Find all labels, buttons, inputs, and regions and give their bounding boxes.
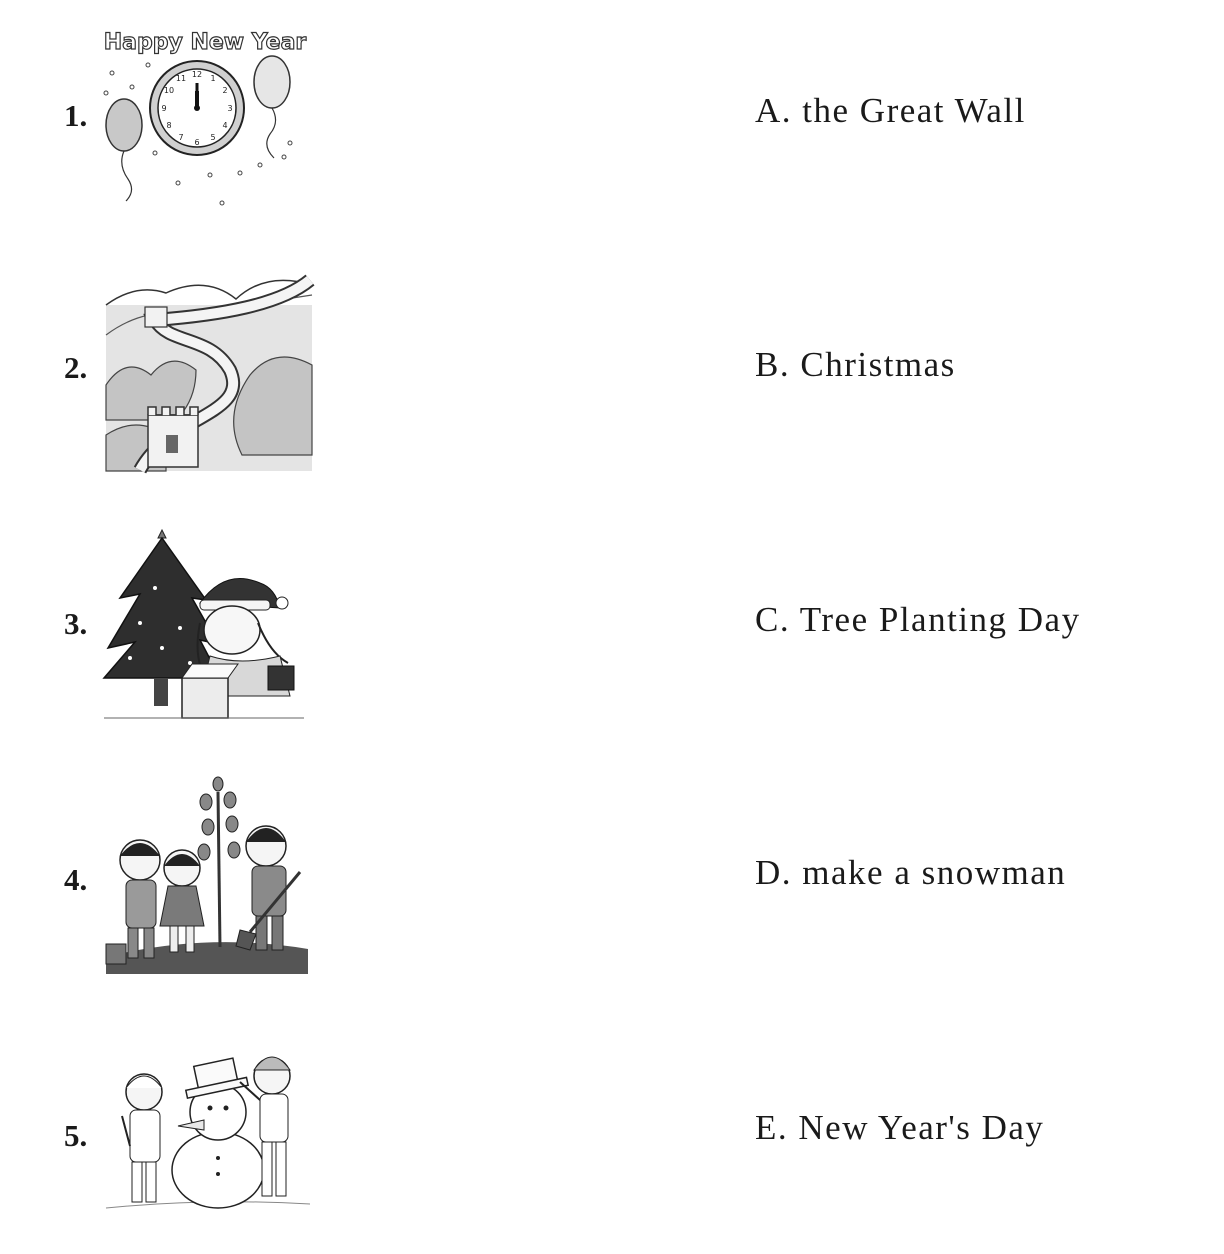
question-number-4: 4. — [64, 862, 88, 897]
option-c-text: Tree Planting Day — [799, 600, 1081, 639]
svg-text:12: 12 — [191, 70, 203, 79]
option-e-letter: E. — [755, 1108, 789, 1147]
svg-text:2: 2 — [222, 86, 228, 95]
svg-text:1: 1 — [210, 74, 216, 83]
option-a — [755, 93, 1026, 128]
snowman-picture — [100, 1040, 315, 1220]
svg-text:7: 7 — [178, 133, 184, 142]
happy-new-year-text: Happy New Year — [103, 30, 307, 55]
option-d — [755, 855, 1066, 890]
snowman-icon — [172, 1058, 264, 1208]
svg-text:3: 3 — [227, 104, 233, 113]
option-e-text: New Year's Day — [798, 1108, 1045, 1147]
option-a-letter: A. — [755, 91, 793, 130]
girl-middle-icon — [160, 850, 204, 952]
boy-left-icon — [122, 1074, 162, 1202]
young-tree-icon — [198, 777, 240, 947]
option-c — [755, 602, 1081, 637]
svg-text:9: 9 — [161, 104, 167, 113]
option-e — [755, 1110, 1044, 1145]
boy-left-icon — [106, 840, 160, 964]
balloon-right-icon — [254, 56, 290, 108]
svg-text:11: 11 — [175, 74, 187, 83]
option-c-letter: C. — [755, 600, 791, 639]
christmas-picture — [100, 528, 315, 728]
clock-icon — [150, 61, 244, 155]
option-d-text: make a snowman — [802, 853, 1067, 892]
option-b — [755, 347, 956, 382]
option-b-text: Christmas — [800, 345, 956, 384]
question-number-3: 3. — [64, 606, 88, 641]
question-number-5: 5. — [64, 1118, 88, 1153]
svg-text:10: 10 — [163, 86, 175, 95]
balloon-left-icon — [106, 99, 142, 151]
option-a-text: the Great Wall — [802, 91, 1026, 130]
svg-text:6: 6 — [194, 138, 200, 147]
svg-text:8: 8 — [166, 121, 172, 130]
tree-planting-picture — [100, 772, 315, 977]
svg-text:5: 5 — [210, 133, 216, 142]
boy-with-shovel-icon — [236, 826, 300, 950]
new-year-picture — [100, 25, 315, 210]
question-number-1: 1. — [64, 98, 88, 133]
option-b-letter: B. — [755, 345, 791, 384]
great-wall-picture — [100, 265, 315, 475]
option-d-letter: D. — [755, 853, 793, 892]
svg-text:4: 4 — [222, 121, 228, 130]
question-number-2: 2. — [64, 350, 88, 385]
